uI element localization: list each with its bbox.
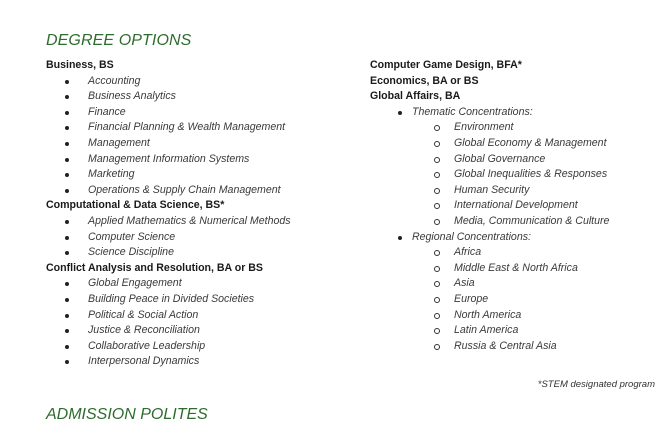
left-column	[46, 58, 346, 370]
circle-bullet-icon	[434, 157, 440, 163]
bullet-icon	[65, 298, 69, 302]
bullet-icon	[398, 236, 402, 240]
circle-bullet-icon	[434, 219, 440, 225]
list-item: Applied Mathematics & Numerical Methods	[46, 214, 346, 230]
bullet-icon	[65, 80, 69, 84]
circle-bullet-icon	[434, 172, 440, 178]
circle-bullet-icon	[434, 328, 440, 334]
bullet-icon	[65, 158, 69, 162]
degree-concentrations-list	[46, 74, 346, 199]
bullet-icon	[65, 111, 69, 115]
circle-bullet-icon	[434, 250, 440, 256]
list-item: Global Inequalities & Responses	[370, 167, 660, 183]
list-item: North America	[370, 308, 660, 324]
list-item: Business Analytics	[46, 89, 346, 105]
bullet-icon	[65, 282, 69, 286]
concentration-types-list	[370, 105, 660, 121]
bullet-icon	[65, 345, 69, 349]
regional-concentrations-list	[370, 245, 660, 354]
list-item: Science Discipline	[46, 245, 346, 261]
circle-bullet-icon	[434, 125, 440, 131]
list-item: Global Governance	[370, 152, 660, 168]
bullet-icon	[65, 329, 69, 333]
degree-heading: Computational & Data Science, BS*	[46, 199, 225, 212]
list-item: Building Peace in Divided Societies	[46, 292, 346, 308]
list-item: Computer Science	[46, 230, 346, 246]
bullet-icon	[65, 220, 69, 224]
circle-bullet-icon	[434, 344, 440, 350]
bullet-icon	[65, 189, 69, 193]
degree-concentrations-list	[46, 276, 346, 370]
list-item: Global Economy & Management	[370, 136, 660, 152]
concentration-type-item: Thematic Concentrations:	[370, 105, 660, 121]
list-item: Africa	[370, 245, 660, 261]
list-item: Marketing	[46, 167, 346, 183]
circle-bullet-icon	[434, 203, 440, 209]
concentration-types-list	[370, 230, 660, 246]
bullet-icon	[65, 314, 69, 318]
bullet-icon	[65, 95, 69, 99]
list-item: Interpersonal Dynamics	[46, 354, 346, 370]
stem-footnote: *STEM designated program	[537, 379, 655, 390]
list-item: Political & Social Action	[46, 308, 346, 324]
bullet-icon	[65, 126, 69, 130]
bullet-icon	[65, 251, 69, 255]
list-item: Management	[46, 136, 346, 152]
degree-heading: Conflict Analysis and Resolution, BA or BS	[46, 261, 263, 274]
list-item: Finance	[46, 105, 346, 121]
list-item: International Development	[370, 198, 660, 214]
thematic-concentrations-list	[370, 120, 660, 229]
list-item: Human Security	[370, 183, 660, 199]
next-section-title: ADMISSION POLITES	[46, 406, 208, 423]
degree-heading: Business, BS	[46, 59, 114, 71]
list-item: Financial Planning & Wealth Management	[46, 120, 346, 136]
degree-heading: Global Affairs, BA	[370, 90, 461, 103]
list-item: Media, Communication & Culture	[370, 214, 660, 230]
circle-bullet-icon	[434, 188, 440, 194]
bullet-icon	[65, 173, 69, 177]
degree-concentrations-list	[46, 214, 346, 261]
list-item: Collaborative Leadership	[46, 339, 346, 355]
degree-heading: Computer Game Design, BFA*	[370, 59, 522, 71]
bullet-icon	[65, 142, 69, 146]
list-item: Europe	[370, 292, 660, 308]
list-item: Environment	[370, 120, 660, 136]
right-column	[370, 58, 660, 354]
list-item: Russia & Central Asia	[370, 339, 660, 355]
list-item: Global Engagement	[46, 276, 346, 292]
circle-bullet-icon	[434, 141, 440, 147]
bullet-icon	[65, 236, 69, 240]
circle-bullet-icon	[434, 297, 440, 303]
list-item: Management Information Systems	[46, 152, 346, 168]
circle-bullet-icon	[434, 313, 440, 319]
circle-bullet-icon	[434, 266, 440, 272]
bullet-icon	[398, 111, 402, 115]
degree-heading: Economics, BA or BS	[370, 74, 479, 87]
circle-bullet-icon	[434, 281, 440, 287]
list-item: Accounting	[46, 74, 346, 90]
bullet-icon	[65, 360, 69, 364]
list-item: Operations & Supply Chain Management	[46, 183, 346, 199]
section-title: DEGREE OPTIONS	[46, 32, 192, 49]
list-item: Latin America	[370, 323, 660, 339]
list-item: Middle East & North Africa	[370, 261, 660, 277]
concentration-type-item: Regional Concentrations:	[370, 230, 660, 246]
list-item: Justice & Reconciliation	[46, 323, 346, 339]
list-item: Asia	[370, 276, 660, 292]
